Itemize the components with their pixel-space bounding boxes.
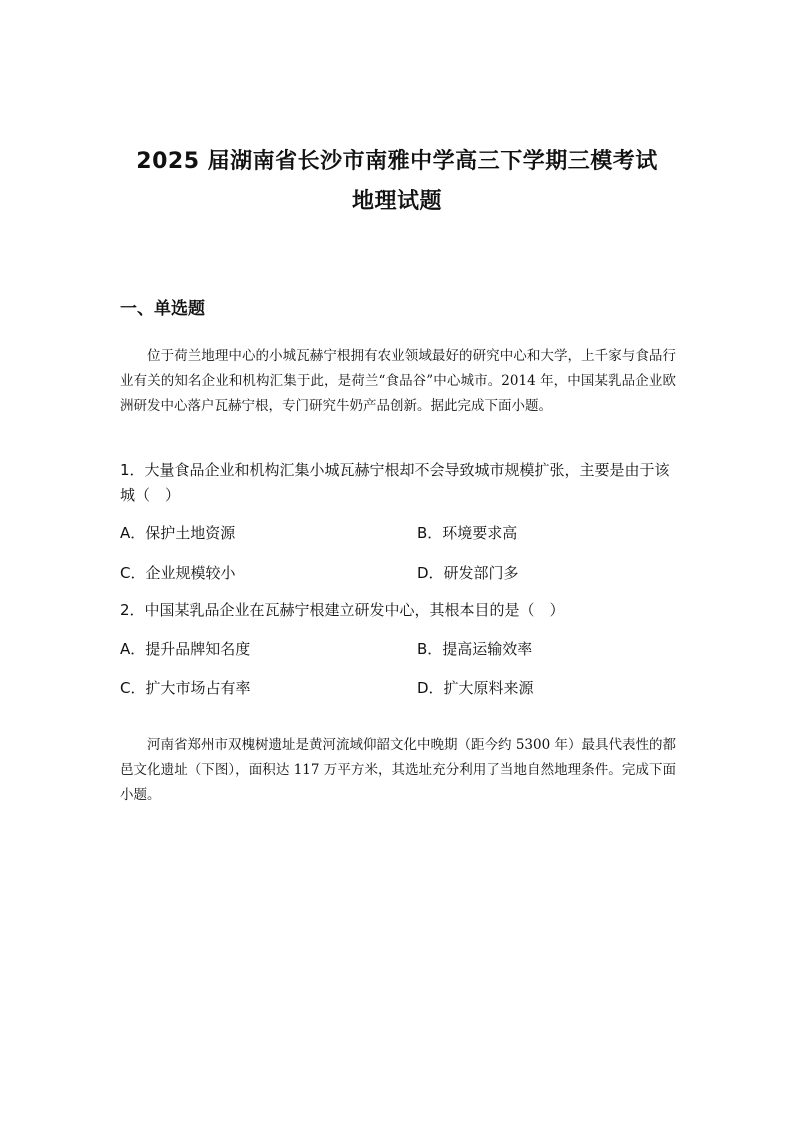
passage-1: 位于荷兰地理中心的小城瓦赫宁根拥有农业领域最好的研究中心和大学，上千家与食品行业有关的知名企业和机构汇集于此，是荷兰“食品谷”中心城市。2014 年，中国某乳品企业欧洲研发中心落户瓦赫宁根，专门研究牛奶产品创新。据此完成下面小题。 (120, 348, 676, 414)
question-2-option-a: A．提升品牌知名度 (120, 640, 251, 658)
question-2-option-b: B．提高运输效率 (417, 640, 533, 658)
question-2-stem: 2．中国某乳品企业在瓦赫宁根建立研发中心，其根本目的是（ ） (120, 601, 565, 619)
question-2-option-d: D．扩大原料来源 (417, 679, 534, 697)
question-1-option-c: C．企业规模较小 (120, 564, 236, 582)
passage-2: 河南省郑州市双槐树遗址是黄河流域仰韶文化中晚期（距今约 5300 年）最具代表性的都邑文化遗址（下图），面积达 117 万平方米，其选址充分利用了当地自然地理条件。完成下面小题。 (120, 737, 676, 803)
question-1-option-d: D．研发部门多 (417, 564, 519, 582)
question-1-option-b: B．环境要求高 (417, 524, 518, 542)
section-heading: 一、单选题 (120, 299, 205, 319)
document-title-line2: 地理试题 (351, 189, 442, 214)
question-1-stem: 1．大量食品企业和机构汇集小城瓦赫宁根却不会导致城市规模扩张，主要是由于该城（ ） (120, 461, 670, 504)
question-1-option-a: A．保护土地资源 (120, 524, 236, 542)
question-2-option-c: C．扩大市场占有率 (120, 679, 251, 697)
document-title-line1: 2025 届湖南省长沙市南雅中学高三下学期三模考试 (136, 149, 658, 174)
